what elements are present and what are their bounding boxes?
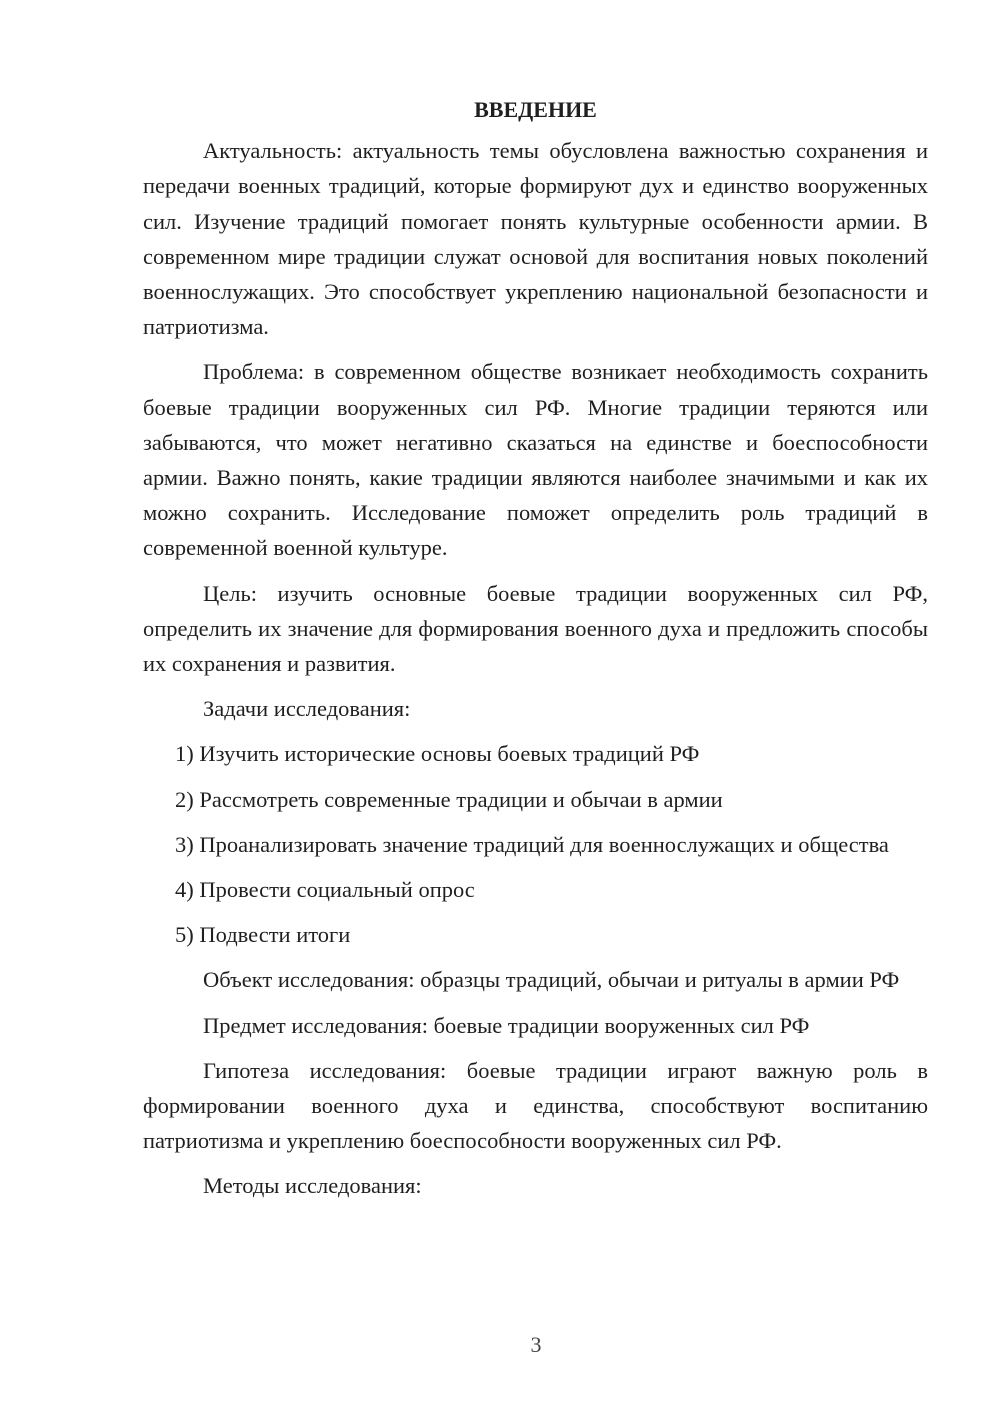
task-item: 3) Проанализировать значение традиций для военнослужащих и общества — [175, 831, 889, 857]
paragraph-problem: Проблема: в современном обществе возникает необходимость сохранить боевые традиции вооруженных сил РФ. Многие традиции теряются или забываются, что может негативно сказаться на единстве и боеспособности армии. Важно понять, какие традиции являются наиболее значимыми и как их можно сохранить. Исследование поможет определить роль традиций в современной военной культуре. — [143, 359, 928, 561]
paragraph-methods: Методы исследования: — [203, 1173, 422, 1199]
task-item: 1) Изучить исторические основы боевых традиций РФ — [175, 741, 700, 767]
task-item: 5) Подвести итоги — [175, 922, 351, 948]
section-heading: ВВЕДЕНИЕ — [474, 97, 597, 122]
task-item: 4) Провести социальный опрос — [175, 877, 475, 903]
page-number: 3 — [530, 1332, 542, 1357]
paragraph-goal: Цель: изучить основные боевые традиции вооруженных сил РФ, определить их значение для формирования военного духа и предложить способы их сохранения и развития. — [143, 580, 928, 677]
paragraph-tasks-intro: Задачи исследования: — [203, 696, 411, 722]
paragraph-object: Объект исследования: образцы традиций, обычаи и ритуалы в армии РФ — [203, 967, 900, 993]
paragraph-relevance: Актуальность: актуальность темы обусловлена важностью сохранения и передачи военных традиций, которые формируют дух и единство вооруженных сил. Изучение традиций помогает понять культурные особенности армии. В современном мире традиции служат основой для воспитания новых поколений военнослужащих. Это способствует укреплению национальной безопасности и патриотизма. — [143, 138, 928, 340]
paragraph-subject: Предмет исследования: боевые традиции вооруженных сил РФ — [203, 1012, 810, 1038]
paragraph-hypothesis: Гипотеза исследования: боевые традиции играют важную роль в формировании военного духа и единства, способствуют воспитанию патриотизма и укреплению боеспособности вооруженных сил РФ. — [143, 1057, 928, 1154]
task-item: 2) Рассмотреть современные традиции и обычаи в армии — [175, 786, 723, 812]
page-content — [143, 92, 928, 1214]
